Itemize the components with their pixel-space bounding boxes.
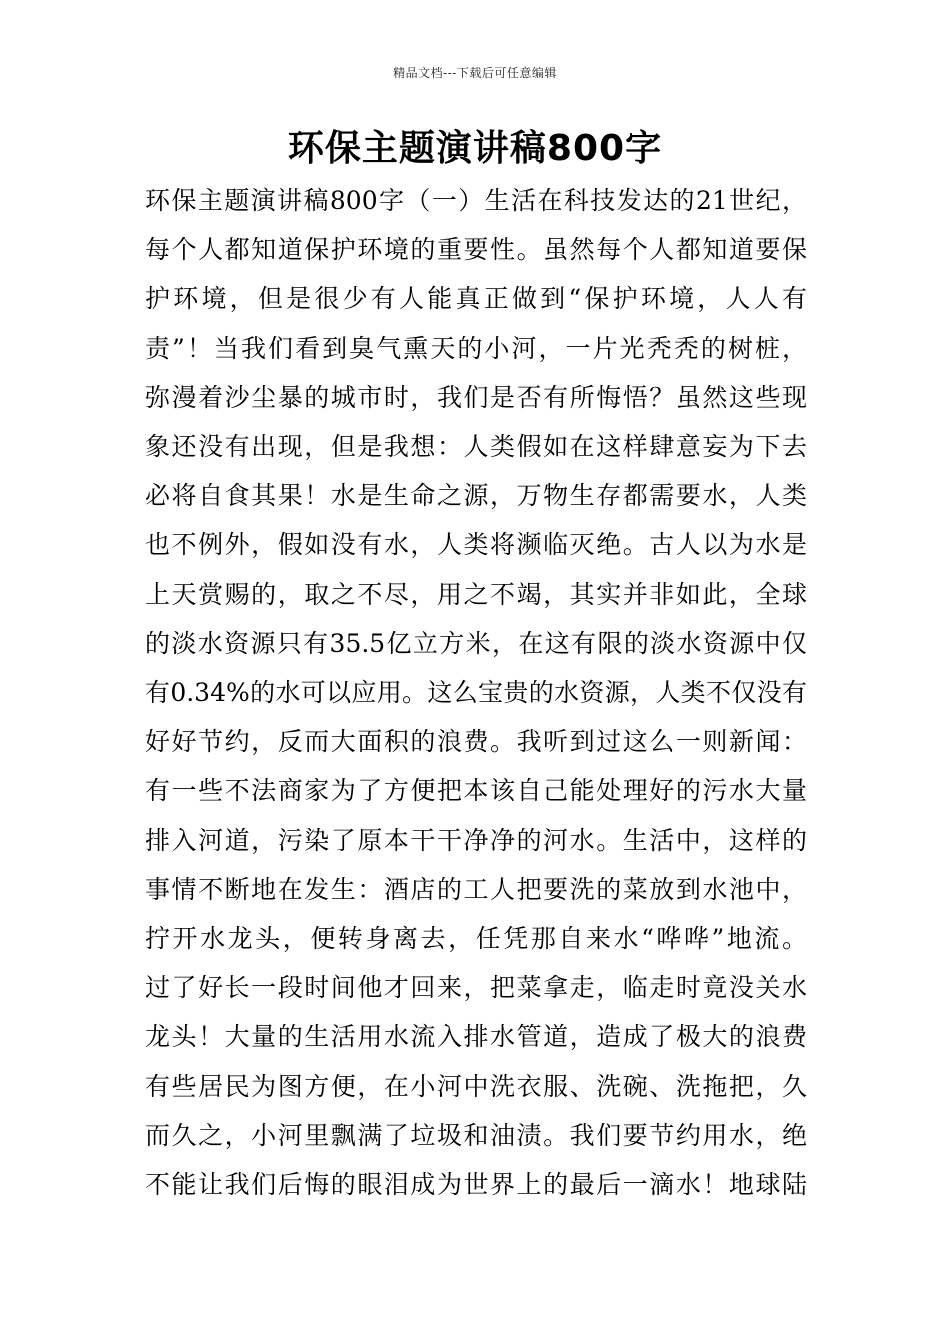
body-line: 必将自食其果！水是生命之源，万物生存都需要水，人类 (145, 481, 807, 511)
body-line: 有些居民为图方便，在小河中洗衣服、洗碗、洗拖把，久 (145, 1071, 807, 1101)
body-line: 象还没有出现，但是我想：人类假如在这样肆意妄为下去 (145, 432, 807, 462)
header-note: 精品文档---下载后可任意编辑 (393, 66, 557, 80)
body-line: 好好节约，反而大面积的浪费。我听到过这么一则新闻： (145, 727, 807, 757)
body-line: 有0.34%的水可以应用。这么宝贵的水资源，人类不仅没有 (145, 678, 807, 708)
body-line: 环保主题演讲稿800字（一）生活在科技发达的21世纪， (145, 186, 807, 215)
body-line: 不能让我们后悔的眼泪成为世界上的最后一滴水！地球陆 (145, 1170, 807, 1200)
body-line: 责”！当我们看到臭气熏天的小河，一片光秃秃的树桩， (145, 333, 807, 363)
body-line: 也不例外，假如没有水，人类将濒临灭绝。古人以为水是 (145, 530, 807, 560)
body-line: 排入河道，污染了原本干干净净的河水。生活中，这样的 (145, 825, 807, 855)
body-line: 拧开水龙头，便转身离去，任凭那自来水“哗哗”地流。 (145, 924, 807, 954)
body-line: 过了好长一段时间他才回来，把菜拿走，临走时竟没关水 (145, 973, 807, 1003)
body-line: 的淡水资源只有35.5亿立方米，在这有限的淡水资源中仅 (145, 628, 807, 658)
body-line: 上天赏赐的，取之不尽，用之不竭，其实并非如此，全球 (145, 579, 807, 609)
body-line: 而久之，小河里飘满了垃圾和油渍。我们要节约用水，绝 (145, 1120, 807, 1150)
body-line: 龙头！大量的生活用水流入排水管道，造成了极大的浪费 (145, 1022, 807, 1052)
body-line: 事情不断地在发生：酒店的工人把要洗的菜放到水池中， (145, 874, 807, 904)
body-line: 有一些不法商家为了方便把本该自己能处理好的污水大量 (145, 776, 807, 806)
body-line: 每个人都知道保护环境的重要性。虽然每个人都知道要保 (145, 235, 807, 265)
body-line: 弥漫着沙尘暴的城市时，我们是否有所悔悟？虽然这些现 (145, 382, 807, 412)
document-title: 环保主题演讲稿800字 (287, 128, 663, 169)
body-line: 护环境，但是很少有人能真正做到“保护环境，人人有 (145, 284, 807, 314)
body-text (145, 176, 807, 1209)
